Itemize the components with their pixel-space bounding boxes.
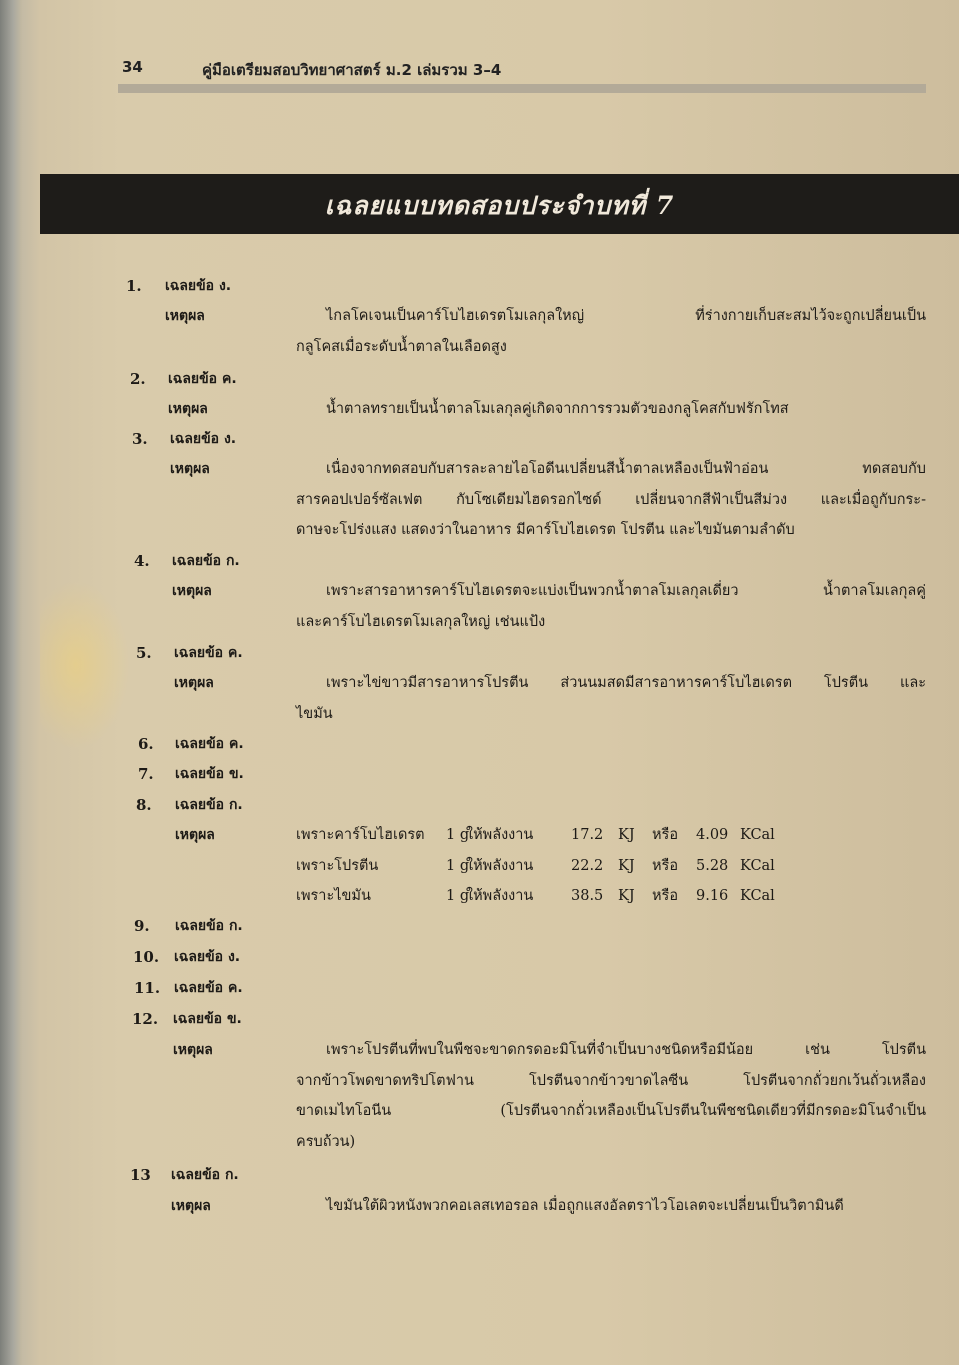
energy-item: เพราะไขมัน — [296, 888, 371, 904]
question-number: 8. — [136, 796, 152, 814]
reason-label: เหตุผล — [175, 827, 215, 843]
reason-line: ไขมันใต้ผิวหนังพวกคอเลสเทอรอล เมื่อถูกแสงอัลตราไวโอเลตจะเปลี่ยนเป็นวิตามินดี — [326, 1198, 844, 1214]
question-number: 5. — [136, 644, 152, 662]
reason-label: เหตุผล — [173, 1042, 213, 1058]
answer-choice: เฉลยข้อ ค. — [174, 645, 243, 661]
energy-kj-value: 38.5 — [571, 888, 604, 904]
answer-choice: เฉลยข้อ ก. — [171, 1167, 239, 1183]
book-title: คู่มือเตรียมสอบวิทยาศาสตร์ ม.2 เล่มรวม 3–4 — [202, 61, 502, 79]
energy-verb: ให้พลังงาน — [466, 888, 534, 904]
energy-kj-value: 17.2 — [571, 827, 604, 843]
answer-choice: เฉลยข้อ ก. — [172, 553, 240, 569]
question-number: 7. — [138, 765, 154, 783]
reason-label: เหตุผล — [171, 1198, 211, 1214]
answer-choice: เฉลยข้อ ข. — [175, 766, 244, 782]
energy-or: หรือ — [652, 857, 679, 874]
energy-kcal-unit: KCal — [740, 857, 775, 874]
answer-choice: เฉลยข้อ ก. — [175, 918, 243, 934]
answer-choice: เฉลยข้อ ง. — [165, 278, 232, 294]
answer-choice: เฉลยข้อ ค. — [174, 980, 243, 996]
answer-choice: เฉลยข้อ ง. — [174, 949, 241, 965]
reason-line: ครบถ้วน) — [296, 1133, 356, 1150]
energy-item: เพราะโปรตีน — [296, 857, 379, 874]
energy-amount: 1 g — [446, 827, 470, 843]
reason-line: ไขมัน — [296, 705, 333, 722]
reason-line: เพราะโปรตีนที่พบในพืชจะขาดกรดอะมิโนที่จำเป็นบางชนิดหรือมีน้อย เช่น โปรตีน — [326, 1042, 926, 1058]
question-number: 9. — [134, 917, 150, 935]
energy-kcal-value: 5.28 — [696, 857, 729, 874]
reason-label: เหตุผล — [174, 675, 214, 691]
question-number: 3. — [132, 430, 148, 448]
reason-label: เหตุผล — [165, 308, 205, 324]
reason-label: เหตุผล — [168, 401, 208, 417]
reason-line: ดาษจะโปร่งแสง แสดงว่าในอาหาร มีคาร์โบไฮเดรต โปรตีน และไขมันตามลำดับ — [296, 522, 795, 538]
reason-line: สารคอปเปอร์ซัลเฟต กับโซเดียมไฮดรอกไซด์ เปลี่ยนจากสีฟ้าเป็นสีม่วง และเมื่อถูกับกระ- — [296, 491, 926, 508]
question-number: 1. — [126, 277, 142, 295]
question-number: 6. — [138, 735, 154, 753]
reason-line: และคาร์โบไฮเดรตโมเลกุลใหญ่ เช่นแป้ง — [296, 613, 546, 630]
reason-line: เพราะสารอาหารคาร์โบไฮเดรตจะแบ่งเป็นพวกน้ำตาลโมเลกุลเดี่ยว น้ำตาลโมเลกุลคู่ — [326, 583, 926, 599]
reason-line: ไกลโคเจนเป็นคาร์โบไฮเดรตโมเลกุลใหญ่ ที่ร่างกายเก็บสะสมไว้จะถูกเปลี่ยนเป็น — [326, 308, 926, 324]
energy-kcal-unit: KCal — [740, 888, 775, 904]
answer-choice: เฉลยข้อ ค. — [168, 371, 237, 387]
question-number: 10. — [133, 948, 160, 966]
reason-label: เหตุผล — [172, 583, 212, 599]
question-number: 4. — [134, 552, 150, 570]
energy-item: เพราะคาร์โบไฮเดรต — [296, 827, 425, 843]
energy-amount: 1 g — [446, 857, 470, 874]
energy-kj-value: 22.2 — [571, 857, 604, 874]
energy-verb: ให้พลังงาน — [466, 827, 534, 843]
question-number: 11. — [134, 979, 161, 997]
reason-line: กลูโคสเมื่อระดับน้ำตาลในเลือดสูง — [296, 338, 507, 355]
answer-choice: เฉลยข้อ ก. — [175, 797, 243, 813]
reason-line: จากข้าวโพดขาดทริปโตฟาน โปรตีนจากข้าวขาดไลซีน โปรตีนจากถั่วยกเว้นถั่วเหลือง — [296, 1072, 926, 1089]
energy-or: หรือ — [652, 827, 679, 843]
reason-line: เพราะไข่ขาวมีสารอาหารโปรตีน ส่วนนมสดมีสารอาหารคาร์โบไฮเดรต โปรตีน และ — [326, 675, 926, 691]
answer-choice: เฉลยข้อ ง. — [170, 431, 237, 447]
energy-kcal-unit: KCal — [740, 827, 775, 843]
section-title: เฉลยแบบทดสอบประจำบทที่ 7 — [324, 191, 675, 220]
answer-choice: เฉลยข้อ ข. — [173, 1011, 242, 1027]
energy-amount: 1 g — [446, 888, 470, 904]
reason-line: เนื่องจากทดสอบกับสารละลายไอโอดีนเปลี่ยนสีน้ำตาลเหลืองเป็นฟ้าอ่อน ทดสอบกับ — [326, 461, 926, 477]
question-number: 12. — [132, 1010, 159, 1028]
reason-line: ขาดเมไทโอนีน (โปรตีนจากถั่วเหลืองเป็นโปรตีนในพืชชนิดเดียวที่มีกรดอะมิโนจำเป็น — [296, 1103, 926, 1119]
reason-line: น้ำตาลทรายเป็นน้ำตาลโมเลกุลคู่เกิดจากการรวมตัวของกลูโคสกับฟรักโทส — [326, 401, 789, 417]
energy-kcal-value: 9.16 — [696, 888, 729, 904]
energy-kj-unit: KJ — [618, 827, 635, 843]
energy-kj-unit: KJ — [618, 857, 635, 874]
page-number: 34 — [122, 58, 143, 76]
energy-verb: ให้พลังงาน — [466, 857, 534, 874]
reason-label: เหตุผล — [170, 461, 210, 477]
energy-kcal-value: 4.09 — [696, 827, 729, 843]
question-number: 13 — [130, 1166, 151, 1184]
question-number: 2. — [130, 370, 146, 388]
energy-or: หรือ — [652, 888, 679, 904]
energy-kj-unit: KJ — [618, 888, 635, 904]
answer-choice: เฉลยข้อ ค. — [175, 736, 244, 752]
